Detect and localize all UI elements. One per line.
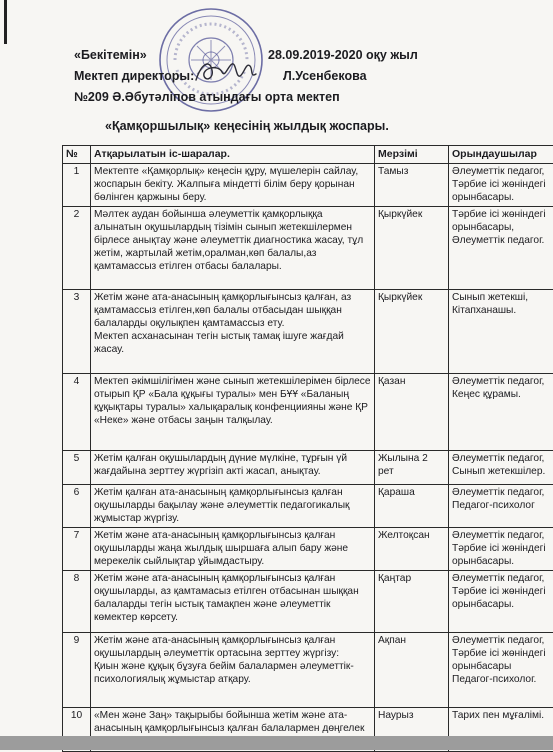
table-header-row (63, 146, 553, 164)
row-activity: Жетім және ата-анасының қамқорлығынсыз қалған оқушылардың әлеуметтік ортасына зерттеу жүргізу: Қиын және құқық бұзуға бейім балалармен әлеуметтік-психологиялық жұмыстар атқару. (91, 632, 375, 707)
plan-table-body (63, 164, 553, 752)
row-executors: Әлеуметтік педагог, Тәрбие ісі жөніндегі орынбасары. (449, 570, 553, 632)
table-row (63, 164, 553, 207)
row-activity: Жетім және ата-анасының қамқорлығынсыз қалған, аз қамтамассыз етілген,көп балалы отбасыдан шыққан балаларды оқулықпен қамтамассыз ету. Мектеп асханасынан тегін ыстық тамақ ішуге жағдай жасау. (91, 289, 375, 373)
row-num: 7 (63, 527, 91, 570)
table-row (63, 450, 553, 484)
row-term: Қыркүйек (375, 289, 449, 373)
table-row (63, 206, 553, 289)
director-signature-icon (192, 56, 260, 86)
table-row (63, 570, 553, 632)
row-activity: Жетім қалған ата-анасының қамқорлығынсыз қалған оқушыларды бақылау және әлеуметтік педагогикалық жұмыстар жүргізу. (91, 484, 375, 527)
row-num: 1 (63, 164, 91, 207)
row-executors: Әлеуметтік педагог, Кеңес құрамы. (449, 373, 553, 450)
approved-label: «Бекітемін» (74, 48, 147, 62)
row-executors: Әлеуметтік педагог, Тәрбие ісі жөніндегі орынбасары Педагог-психолог. (449, 632, 553, 707)
row-term: Қаңтар (375, 570, 449, 632)
row-term: Қараша (375, 484, 449, 527)
scan-edge-mark (4, 0, 7, 44)
plan-table (62, 145, 553, 752)
row-num: 9 (63, 632, 91, 707)
row-activity: Жетім және ата-анасының қамқорлығынсыз қалған оқушыларды жаңа жылдық шыршаға алып бару және мерекелік сыйлықтар ұйымдастыру. (91, 527, 375, 570)
row-executors: Әлеуметтік педагог, Тәрбие ісі жөніндегі орынбасары. (449, 164, 553, 207)
row-activity: Мәлтек аудан бойынша әлеуметтік қамқорлыққа алынатын оқушылардың тізімін сынып жетекшілермен бірлесе анықтау және әлеуметтік диагностика жасау, тұл жетім, жартылай жетім,оралман,көп балалы,аз қамтамассыз етілген отбасы балалары. (91, 206, 375, 289)
row-num: 2 (63, 206, 91, 289)
school-name: №209 Ә.Әбутәліпов атындағы орта мектеп (74, 90, 340, 104)
table-row (63, 632, 553, 707)
row-activity: Жетім және ата-анасының қамқорлығынсыз қалған оқушыларды, аз қамтамасыз етілген отбасынан шыққан балаларды тегін ыстық тамақпен және әлеуметтік көмектер көрсету. (91, 570, 375, 632)
row-executors: Сынып жетекші, Кітапханашы. (449, 289, 553, 373)
row-executors: Әлеуметтік педагог, Педагог-психолог (449, 484, 553, 527)
col-header-executors: Орындаушылар (449, 146, 553, 164)
row-term: Қыркүйек (375, 206, 449, 289)
row-num: 10 (63, 707, 91, 751)
row-term: Тамыз (375, 164, 449, 207)
table-row (63, 527, 553, 570)
row-executors: Әлеуметтік педагог, Сынып жетекшілер. (449, 450, 553, 484)
row-term: Ақпан (375, 632, 449, 707)
academic-year: 28.09.2019-2020 оқу жыл (268, 48, 418, 62)
row-num: 6 (63, 484, 91, 527)
row-num: 5 (63, 450, 91, 484)
table-row (63, 484, 553, 527)
table-row (63, 373, 553, 450)
row-activity: «Мен және Заң» тақырыбы бойынша жетім және ата-анасының қамқорлығынсыз қалған балалармен дөңгелек (91, 707, 375, 751)
row-activity: Мектеп әкімшілігімен және сынып жетекшілерімен бірлесе отырып ҚР «Бала құқығы туралы» мен БҰҰ «Баланың құқықтары туралы» халықаралық конфенциияны және ҚР «Неке» және отбасы заңын талқылау. (91, 373, 375, 450)
row-activity: Жетім қалған оқушылардың дүние мүлкіне, тұрғын үй жағдайына зерттеу жүргізіп акті жасап, анықтау. (91, 450, 375, 484)
row-activity: Мектепте «Қамқорлық» кеңесін құру, мүшелерін сайлау, жоспарын бекіту. Жалпыға міндетті білім беру қорынан бөлінген қаржыны беру. (91, 164, 375, 207)
director-label: Мектеп директоры: (74, 69, 194, 83)
col-header-num: № (63, 146, 91, 164)
col-header-term: Мерзімі (375, 146, 449, 164)
row-term: Жылына 2 рет (375, 450, 449, 484)
row-term: Желтоқсан (375, 527, 449, 570)
col-header-activity: Атқарылатын іс-шаралар. (91, 146, 375, 164)
row-executors: Әлеуметтік педагог, Тәрбие ісі жөніндегі орынбасары. (449, 527, 553, 570)
director-name: Л.Усенбекова (283, 69, 367, 83)
row-executors: Тәрбие ісі жөніндегі орынбасары, Әлеуметтік педагог. (449, 206, 553, 289)
row-num: 3 (63, 289, 91, 373)
row-term: Қазан (375, 373, 449, 450)
scan-bottom-edge (0, 736, 553, 750)
table-row (63, 289, 553, 373)
row-num: 4 (63, 373, 91, 450)
row-term: Наурыз (375, 707, 449, 751)
row-executors: Тарих пен мұғалімі. (449, 707, 553, 751)
row-num: 8 (63, 570, 91, 632)
page-title: «Қамқоршылық» кеңесінің жылдық жоспары. (105, 119, 389, 133)
